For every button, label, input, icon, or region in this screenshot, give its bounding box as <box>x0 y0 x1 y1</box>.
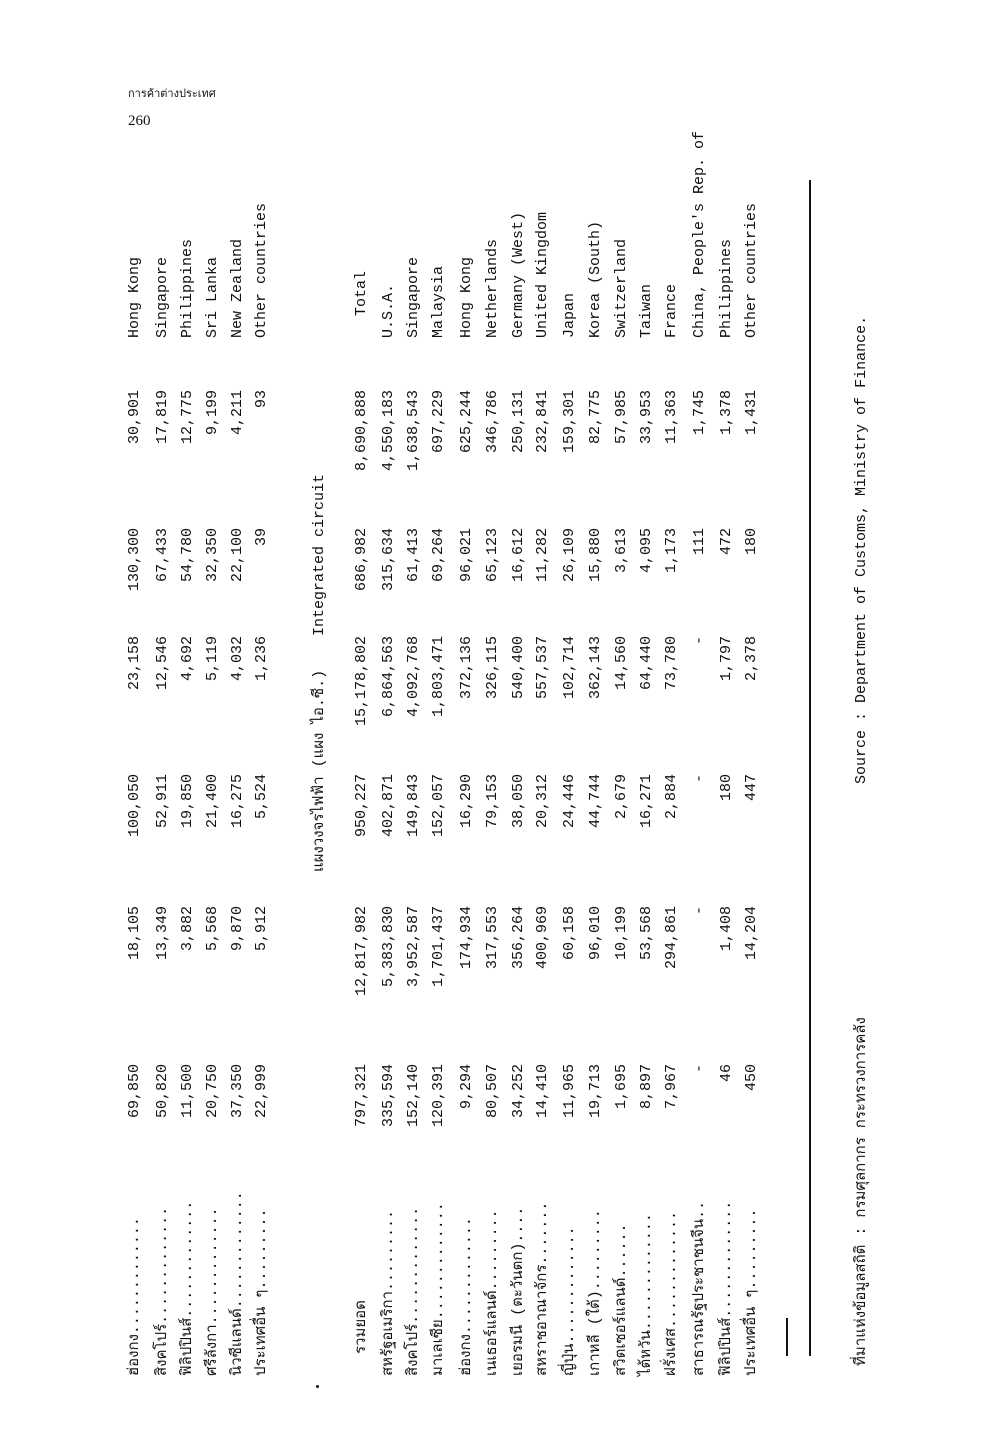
block2-row-eng-label: Hong Kong <box>458 256 475 338</box>
block2-row-value: 15,880 <box>587 528 604 583</box>
block2-row-eng-label: Other countries <box>743 202 760 338</box>
block2-row-value: 3,613 <box>613 528 630 574</box>
block1-row-thai-label: ประเทศอื่น ๆ......... <box>253 1208 270 1376</box>
block2-row-value: 697,229 <box>430 390 447 454</box>
block2-row-value: 180 <box>718 774 735 802</box>
block1-row-value: 23,158 <box>126 636 143 691</box>
block2-row-value: 16,271 <box>638 774 655 829</box>
block2-row-thai-label: มาเลเซีย............. <box>430 1202 447 1376</box>
block2-row-value: - <box>691 906 708 916</box>
block1-row-value: 20,750 <box>204 1064 221 1119</box>
block2-row-eng-label: U.S.A. <box>380 283 397 338</box>
source-note-eng: Source : Department of Customs, Ministry of Finance. <box>853 315 870 784</box>
page-number: 260 <box>128 113 151 129</box>
block2-row-value: 450 <box>743 1064 760 1092</box>
block1-row-value: 39 <box>253 528 270 547</box>
block2-row-value: 9,294 <box>458 1064 475 1110</box>
block1-row-value: 22,999 <box>253 1064 270 1119</box>
block2-row-eng-label: France <box>663 283 680 338</box>
block1-row-value: 3,882 <box>179 906 196 952</box>
block2-row-value: 4,550,183 <box>380 390 397 472</box>
block2-row-value: 1,797 <box>718 636 735 682</box>
block2-row-value: 14,204 <box>743 906 760 961</box>
block1-row-eng-label: Philippines <box>179 238 196 338</box>
block2-row-value: 1,701,437 <box>430 906 447 988</box>
block2-row-value: 557,537 <box>534 636 551 700</box>
block2-row-value: 82,775 <box>587 390 604 445</box>
block2-row-value: 69,264 <box>430 528 447 583</box>
block2-row-value: 152,057 <box>430 774 447 838</box>
block1-row-value: 21,400 <box>204 774 221 829</box>
block2-row-value: 11,363 <box>663 390 680 445</box>
block2-row-value: 294,861 <box>663 906 680 970</box>
block1-row-value: 12,546 <box>154 636 171 691</box>
block2-row-value: 335,594 <box>380 1064 397 1128</box>
block2-row-value: 80,507 <box>484 1064 501 1119</box>
block2-row-eng-label: Korea (South) <box>587 220 604 338</box>
block2-row-value: 34,252 <box>510 1064 527 1119</box>
block2-row-value: 1,431 <box>743 390 760 436</box>
block2-row-value: 5,383,830 <box>380 906 397 988</box>
block2-row-value: 16,290 <box>458 774 475 829</box>
block1-row-value: 32,350 <box>204 528 221 583</box>
block2-row-value: 1,378 <box>718 390 735 436</box>
block2-row-eng-label: China, People's Rep. of <box>691 130 708 338</box>
block2-row-thai-label: ไต้หวัน............. <box>638 1213 655 1376</box>
block2-row-value: 111 <box>691 528 708 556</box>
block2-row-value: 96,021 <box>458 528 475 583</box>
block2-row-value: 2,378 <box>743 636 760 682</box>
block2-row-thai-label: สหราชอาณาจักร....... <box>534 1201 551 1376</box>
block1-row-thai-label: ศรีลังกา............. <box>204 1207 221 1376</box>
block1-row-eng-label: Hong Kong <box>126 256 143 338</box>
block1-row-value: 54,780 <box>179 528 196 583</box>
block2-row-value: 60,158 <box>561 906 578 961</box>
block1-row-value: 52,911 <box>154 774 171 829</box>
block2-row-value: 2,884 <box>663 774 680 820</box>
block1-row-value: 37,350 <box>229 1064 246 1119</box>
block2-row-eng-label: Singapore <box>405 256 422 338</box>
block2-row-thai-label: ฮ่องกง............. <box>458 1217 475 1376</box>
block2-row-value: 2,679 <box>613 774 630 820</box>
block1-row-value: 12,775 <box>179 390 196 445</box>
block1-row-eng-label: Other countries <box>253 202 270 338</box>
block2-row-value: 950,227 <box>353 774 370 838</box>
block1-row-value: 9,870 <box>229 906 246 952</box>
block2-row-value: 79,153 <box>484 774 501 829</box>
block1-row-value: 4,211 <box>229 390 246 436</box>
block2-row-value: 10,199 <box>613 906 630 961</box>
block1-row-value: 5,912 <box>253 906 270 952</box>
block2-row-value: - <box>691 1064 708 1074</box>
block2-row-thai-label: ฟิลิปปินส์............. <box>718 1200 735 1376</box>
block2-row-value: 11,965 <box>561 1064 578 1119</box>
block2-row-value: 24,446 <box>561 774 578 829</box>
block1-row-value: 5,568 <box>204 906 221 952</box>
block2-row-value: 44,744 <box>587 774 604 829</box>
block2-row-value: 53,568 <box>638 906 655 961</box>
block1-row-value: 130,300 <box>126 528 143 592</box>
block2-row-value: 472 <box>718 528 735 556</box>
block2-row-value: 7,967 <box>663 1064 680 1110</box>
block2-row-thai-label: เยอรมนี (ตะวันตก).... <box>510 1206 527 1376</box>
block2-row-eng-label: Total <box>353 270 370 316</box>
block2-row-value: 65,123 <box>484 528 501 583</box>
block2-row-eng-label: Netherlands <box>484 238 501 338</box>
block2-row-value: 8,690,888 <box>353 390 370 472</box>
block1-row-value: 4,032 <box>229 636 246 682</box>
block2-row-value: 46 <box>718 1064 735 1083</box>
block2-row-value: 346,786 <box>484 390 501 454</box>
block2-row-value: 149,843 <box>405 774 422 838</box>
block2-row-value: 38,050 <box>510 774 527 829</box>
block1-row-value: 4,692 <box>179 636 196 682</box>
block2-row-thai-label: สิงคโปร์............. <box>405 1206 422 1376</box>
block1-row-value: 50,820 <box>154 1064 171 1119</box>
block2-row-value: 3,952,587 <box>405 906 422 988</box>
block2-row-value: 1,803,471 <box>430 636 447 718</box>
block2-row-thai-label: สวิตเซอร์แลนด์...... <box>613 1223 630 1376</box>
block2-row-eng-label: Taiwan <box>638 283 655 338</box>
block1-row-value: 1,236 <box>253 636 270 682</box>
block1-row-thai-label: สิงคโปร์............. <box>154 1206 171 1376</box>
block2-row-value: 6,864,563 <box>380 636 397 718</box>
block2-row-value: 8,897 <box>638 1064 655 1110</box>
section-title-thai: แผงวงจรไฟฟ้า (แผง ไอ.ซี.) <box>311 669 328 872</box>
block2-row-value: 33,953 <box>638 390 655 445</box>
block1-row-eng-label: Sri Lanka <box>204 256 221 338</box>
block2-row-thai-label: ฝรั่งเศส............. <box>663 1211 680 1376</box>
block1-row-thai-label: นิวซีแลนด์............. <box>229 1191 246 1376</box>
block2-row-value: 362,143 <box>587 636 604 700</box>
block2-row-value: 315,634 <box>380 528 397 592</box>
block2-row-value: 120,391 <box>430 1064 447 1128</box>
block2-row-eng-label: Philippines <box>718 238 735 338</box>
block2-row-value: 64,440 <box>638 636 655 691</box>
block2-row-value: 797,321 <box>353 1064 370 1128</box>
block2-row-value: 1,173 <box>663 528 680 574</box>
block1-row-value: 5,119 <box>204 636 221 682</box>
block1-row-eng-label: Singapore <box>154 256 171 338</box>
block2-row-value: 1,408 <box>718 906 735 952</box>
block2-row-eng-label: Malaysia <box>430 265 447 338</box>
block1-row-value: 11,500 <box>179 1064 196 1119</box>
block2-row-value: 20,312 <box>534 774 551 829</box>
block2-row-value: 625,244 <box>458 390 475 454</box>
block2-row-eng-label: Switzerland <box>613 238 630 338</box>
block2-row-value: 11,282 <box>534 528 551 583</box>
block2-row-value: 15,178,802 <box>353 636 370 727</box>
block2-row-value: 1,745 <box>691 390 708 436</box>
block2-row-value: 1,695 <box>613 1064 630 1110</box>
block2-row-value: 540,400 <box>510 636 527 700</box>
block1-row-value: 67,433 <box>154 528 171 583</box>
block1-row-value: 19,850 <box>179 774 196 829</box>
block2-row-eng-label: United Kingdom <box>534 211 551 338</box>
block1-row-thai-label: ฮ่องกง............. <box>126 1217 143 1376</box>
block2-row-value: 96,010 <box>587 906 604 961</box>
block2-row-value: 57,985 <box>613 390 630 445</box>
block2-row-value: 4,095 <box>638 528 655 574</box>
block2-row-value: 152,140 <box>405 1064 422 1128</box>
block2-row-value: 4,092,768 <box>405 636 422 718</box>
block2-row-thai-label: เนเธอร์แลนด์......... <box>484 1209 501 1376</box>
block1-row-value: 100,050 <box>126 774 143 838</box>
block2-row-thai-label: รวมยอด <box>353 1300 370 1354</box>
block1-row-value: 18,105 <box>126 906 143 961</box>
block1-row-value: 13,349 <box>154 906 171 961</box>
block2-row-value: 447 <box>743 774 760 802</box>
block2-row-value: 73,780 <box>663 636 680 691</box>
block2-row-value: 402,871 <box>380 774 397 838</box>
block2-row-value: 14,410 <box>534 1064 551 1119</box>
block2-row-value: 232,841 <box>534 390 551 454</box>
block2-row-value: 26,109 <box>561 528 578 583</box>
block2-row-value: 12,817,982 <box>353 906 370 997</box>
block2-row-eng-label: Japan <box>561 292 578 338</box>
block2-row-thai-label: สหรัฐอเมริกา......... <box>380 1210 397 1376</box>
block1-row-value: 17,819 <box>154 390 171 445</box>
block1-row-value: 5,524 <box>253 774 270 820</box>
block1-row-value: 69,850 <box>126 1064 143 1119</box>
block1-row-eng-label: New Zealand <box>229 238 246 338</box>
block2-row-thai-label: สาธารณรัฐประชาชนจีน.. <box>691 1200 708 1376</box>
block2-row-eng-label: Germany (West) <box>510 211 527 338</box>
section-title-eng: Integrated circuit <box>311 473 328 636</box>
block2-row-value: - <box>691 636 708 646</box>
block1-row-value: 30,901 <box>126 390 143 445</box>
block2-row-value: 250,131 <box>510 390 527 454</box>
block2-row-value: 16,612 <box>510 528 527 583</box>
block2-row-value: 61,413 <box>405 528 422 583</box>
block2-row-value: 1,638,543 <box>405 390 422 472</box>
block2-row-value: 159,301 <box>561 390 578 454</box>
block2-row-value: - <box>691 774 708 784</box>
block1-row-value: 93 <box>253 390 270 409</box>
block2-row-value: 400,969 <box>534 906 551 970</box>
block1-row-value: 16,275 <box>229 774 246 829</box>
block2-row-thai-label: เกาหลี (ใต้)......... <box>587 1209 604 1376</box>
block2-row-value: 174,934 <box>458 906 475 970</box>
block2-row-thai-label: ประเทศอื่น ๆ......... <box>743 1208 760 1376</box>
block2-row-value: 317,553 <box>484 906 501 970</box>
block2-row-value: 686,982 <box>353 528 370 592</box>
block2-row-thai-label: ญี่ปุ่น............. <box>561 1226 578 1376</box>
block2-row-value: 326,115 <box>484 636 501 700</box>
page-header-title: การค้าต่างประเทศ <box>128 87 216 100</box>
block1-row-thai-label: ฟิลิปปินส์............. <box>179 1200 196 1376</box>
block2-row-value: 356,264 <box>510 906 527 970</box>
block1-row-value: 9,199 <box>204 390 221 436</box>
block2-row-value: 180 <box>743 528 760 556</box>
block2-row-value: 19,713 <box>587 1064 604 1119</box>
block1-row-value: 22,100 <box>229 528 246 583</box>
block2-row-value: 14,560 <box>613 636 630 691</box>
block2-row-value: 372,136 <box>458 636 475 700</box>
block2-row-value: 102,714 <box>561 636 578 700</box>
source-note-thai: ที่มาแห่งข้อมูลสถิติ : กรมศุลกากร กระทรวงการคลัง <box>853 1017 870 1366</box>
